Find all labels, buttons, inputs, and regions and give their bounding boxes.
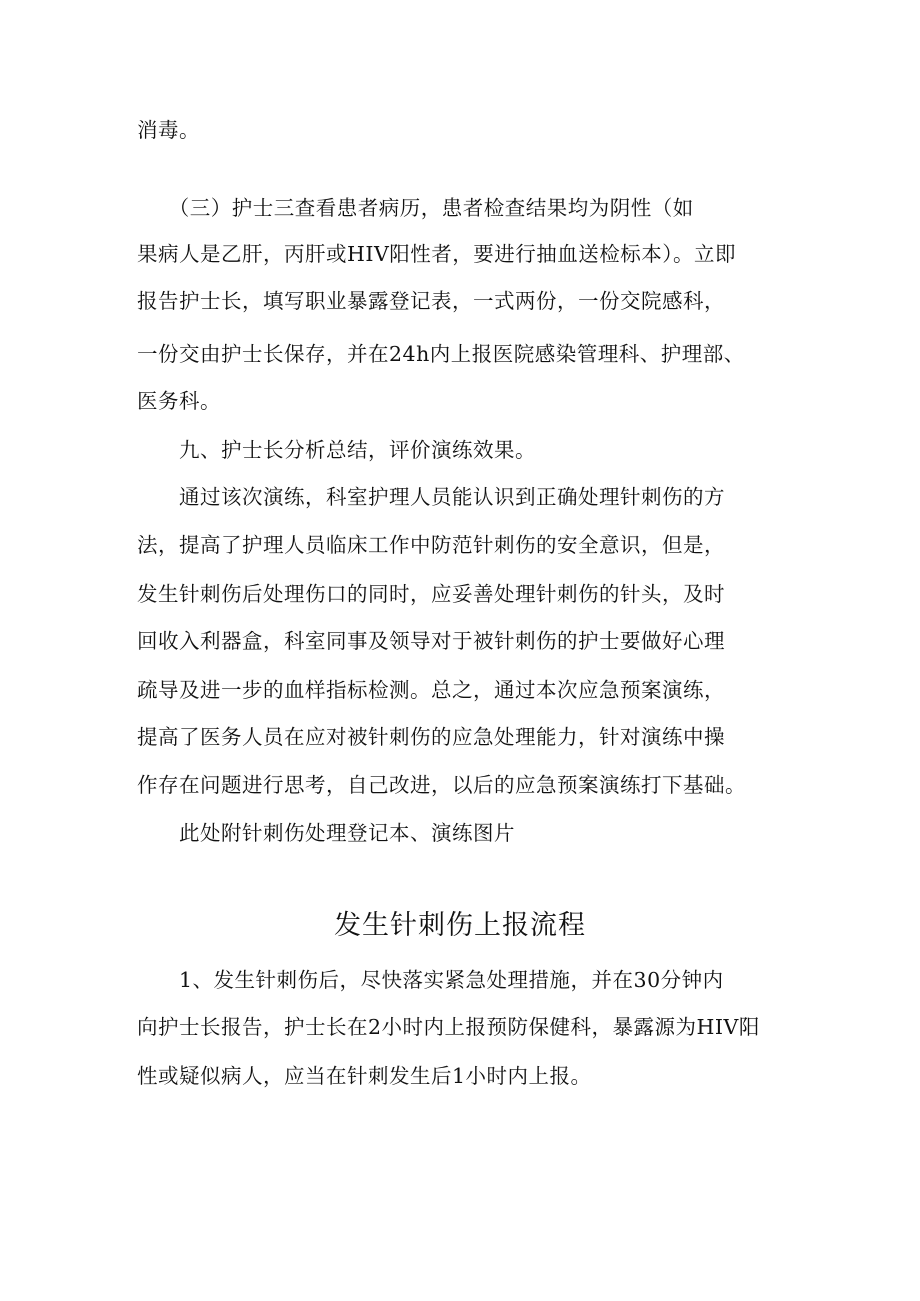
text-line: 性或疑似病人，应当在针刺发生后1小时内上报。 bbox=[137, 1064, 592, 1088]
section-heading: 发生针刺伤上报流程 bbox=[334, 910, 586, 941]
text-line: 1、发生针刺伤后，尽快落实紧急处理措施，并在30分钟内 bbox=[137, 968, 724, 992]
text-line: 一份交由护士长保存，并在24h内上报医院感染管理科、护理部、 bbox=[137, 342, 745, 366]
text-line: 此处附针刺伤处理登记本、演练图片 bbox=[137, 821, 515, 845]
text-line: 回收入利器盒，科室同事及领导对于被针刺伤的护士要做好心理 bbox=[137, 629, 725, 653]
text-line: 九、护士长分析总结，评价演练效果。 bbox=[137, 438, 536, 462]
text-line: 作存在问题进行思考，自己改进，以后的应急预案演练打下基础。 bbox=[137, 773, 746, 797]
text-line: 果病人是乙肝，丙肝或HIV阳性者，要进行抽血送检标本）。立即 bbox=[137, 242, 737, 266]
text-line: 法，提高了护理人员临床工作中防范针刺伤的安全意识，但是， bbox=[137, 533, 725, 557]
text-line: 通过该次演练，科室护理人员能认识到正确处理针刺伤的方 bbox=[137, 485, 725, 509]
text-line: 向护士长报告，护士长在2小时内上报预防保健科，暴露源为HIV阳 bbox=[137, 1015, 760, 1039]
text-line: （三）护士三查看患者病历，患者检查结果均为阴性（如 bbox=[137, 196, 694, 220]
text-line: 疏导及进一步的血样指标检测。总之，通过本次应急预案演练， bbox=[137, 678, 725, 702]
text-line: 报告护士长，填写职业暴露登记表，一式两份，一份交院感科， bbox=[137, 289, 725, 313]
text-line: 消毒。 bbox=[137, 118, 200, 142]
text-line: 提高了医务人员在应对被针刺伤的应急处理能力，针对演练中操 bbox=[137, 725, 725, 749]
text-line: 医务科。 bbox=[137, 389, 221, 413]
text-line: 发生针刺伤后处理伤口的同时，应妥善处理针刺伤的针头，及时 bbox=[137, 582, 725, 606]
